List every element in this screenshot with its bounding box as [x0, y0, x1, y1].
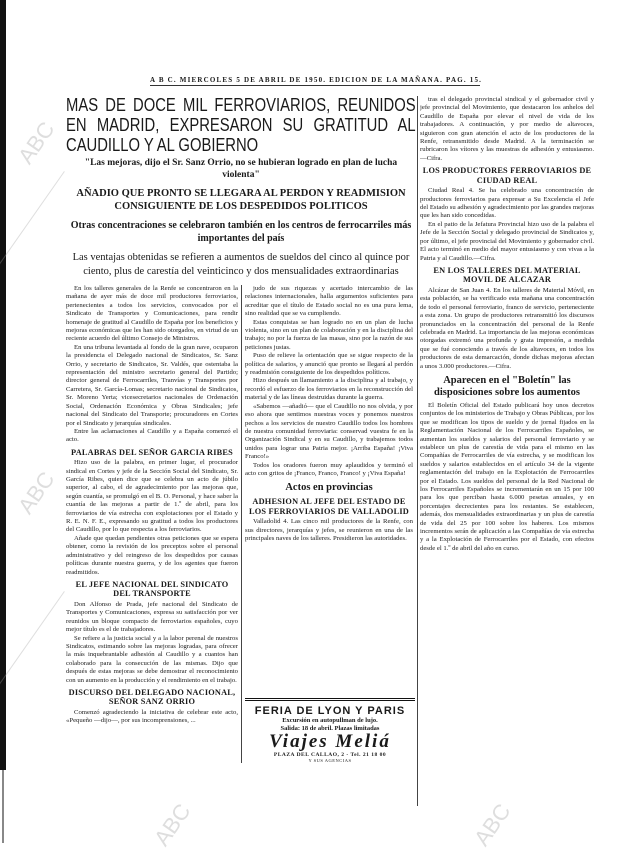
article-column-3 — [420, 96, 594, 808]
watermark: ABC — [12, 467, 60, 519]
main-headline: MAS DE DOCE MIL FERROVIARIOS, REUNIDOS EN MADRID, EXPRESARON SU GRATITUD AL CAUDILLO Y AL GOBIERNO — [66, 95, 416, 155]
scan-edge-bar — [2, 770, 4, 843]
subheadline-3: Las ventajas obtenidas se refieren a aumentos de sueldos del cinco al quince por ciento, plus de carestía del veinticinco y dos mensualidades extraordinarias — [72, 252, 410, 277]
paragraph: Se refiere a la justicia social y a la labor perenal de nuestros Sindicatos, estimando sobre las mejoras logradas, para ofrecer la más inquebrantable adhesión al Caudillo y a cuantos han colaborado para la consecución de las mismas. Dijo que después de estas mejoras se debe demostrar el reconocimiento con un aumento en la producción y el rendimiento en el trabajo. — [66, 634, 238, 684]
watermark-line — [0, 591, 65, 690]
section-heading: Actos en provincias — [285, 482, 373, 494]
column-divider — [417, 96, 418, 806]
paragraph: Estas conquistas se han logrado no en un plan de lucha violenta, sino en un plan de colaboración y en la disciplina del trabajo; no por la fuerza de las masas, sino por la razón de sus peticiones justas. — [245, 318, 413, 351]
headline-quote: "Las mejoras, dijo el Sr. Sanz Orrio, no se hubieran logrado en plan de lucha violenta" — [84, 158, 398, 180]
section-heading: ADHESION AL JEFE DEL ESTADO DE LOS FERROVIARIOS DE VALLADOLID — [249, 497, 409, 516]
paragraph: «Sabemos —añadió— que el Caudillo no nos olvida, y por eso ahora que sentimos nuestras voces y ponemos nuestros pechos a los servicios de nuestro Caudillo todos los hombres de nuestra comunidad ferroviaria: conservad vuestra fe en la Organización Sindical y en su Caudillo, y trabajemos todos unidos para lograr una Patria mejor. ¡Arriba España! ¡Viva Franco!» — [245, 402, 413, 461]
subheadline-2: Otras concentraciones se celebraron también en los centros de ferrocarriles más importantes del país — [70, 220, 412, 244]
section-heading: Aparecen en el "Boletín" las disposiciones sobre los aumentos — [434, 374, 580, 398]
paragraph: Puso de relieve la orientación que se sigue respecto de la política de salarios, y anunció que pronto se llegará al perdón y readmisión consiguiente de los despedidos políticos. — [245, 352, 413, 377]
watermark: ABC — [468, 799, 516, 851]
ad-line: Excursión en autopullman de lujo. — [282, 717, 378, 724]
main-article — [66, 95, 416, 763]
paragraph: Valladolid 4. Las cinco mil productores de la Renfe, con sus directores, jerarquías y jefes, se reunieron en una de las principales naves de los talleres. Presidieron las autoridades. — [245, 518, 413, 543]
paragraph: En el patio de la Jefatura Provincial hizo uso de la palabra el Jefe de la Sección Social y delegado provincial de Sindicatos y, por último, el jefe provincial del Movimiento y gobernador civil. El acto terminó en medio del mayor entusiasmo y con vivas a la Patria y al Caudillo.—Cifra. — [420, 220, 594, 262]
paragraph: Comenzó agradeciendo la iniciativa de celebrar este acto, «Pequeño —dijo—, por sus incomprensiones, ... — [66, 708, 238, 725]
paragraph: Todos los oradores fueron muy aplaudidos y terminó el acto con gritos de ¡Franco, Franco, Franco! y ¡Viva España! — [245, 461, 413, 477]
ad-agencies: Y SUS AGENCIAS — [308, 758, 352, 763]
scan-edge-bar — [0, 0, 6, 770]
section-heading: DISCURSO DEL DELEGADO NACIONAL, SEÑOR SANZ ORRIO — [68, 687, 236, 707]
page-header: A B C. MIERCOLES 5 DE ABRIL DE 1950. EDICION DE LA MAÑANA. PAG. 15. — [150, 76, 483, 84]
column-divider — [241, 285, 242, 763]
main-headline-wrap — [66, 95, 416, 155]
watermark: ABC — [12, 117, 60, 169]
section-heading: PALABRAS DEL SEÑOR GARCIA RIBES — [71, 447, 233, 457]
paragraph: Hizo después un llamamiento a la disciplina y al trabajo, y recordó el esfuerzo de los ferroviarios en la reconstrucción del material y de las líneas destruidas durante la guerra. — [245, 377, 413, 402]
ad-line: Salida: 18 de abril. Plazas limitadas — [280, 724, 380, 732]
article-columns — [66, 285, 416, 763]
paragraph: En los talleres generales de la Renfe se concentraron en la mañana de ayer más de doce mil productores ferroviarios, pertenecientes a todos los servicios, convocados por el Sindicato de Transportes y Comunicaciones, para rendir homenaje de gratitud al Caudillo de España por los beneficios y mejoras económicas que les han sido otorgados, en virtud de un reciente acuerdo del último Consejo de Ministros. — [66, 285, 238, 343]
watermark-line — [0, 171, 65, 270]
paragraph: judo de sus riquezas y acertado intercambio de las relaciones internacionales, halla argumentos suficientes para acreditar que el título de Estado social no es una pura lema, sino realidad que se va cumpliendo. — [245, 285, 413, 318]
paragraph: Añade que quedan pendientes otras peticiones que se espera obtener, como la revisión de los preceptos sobre el personal administrativo y del reingreso de los despedidos por causas políticas durante nuestra guerra, y de los agentes que fueron readmitidos. — [66, 534, 238, 576]
ad-brand-logo: Viajes Meliá — [269, 731, 391, 752]
subheadline-1: AÑADIO QUE PRONTO SE LLEGARA AL PERDON Y READMISION CONSIGUIENTE DE LOS DESPEDIDOS POLITICOS — [76, 188, 406, 212]
article-column-2 — [245, 285, 413, 690]
article-column-1 — [66, 285, 238, 745]
ad-address: PLAZA DEL CALLAO, 2 - Tel. 21 18 00 — [273, 752, 387, 758]
column-2-wrap — [245, 285, 415, 763]
section-heading: EL JEFE NACIONAL DEL SINDICATO DEL TRANSPORTE — [75, 579, 229, 599]
paragraph: Entre las aclamaciones al Caudillo y a España comenzó el acto. — [66, 427, 238, 444]
paragraph: El Boletín Oficial del Estado publicará hoy unos decretos conjuntos de los ministerios de Trabajo y Obras Públicas, por los que se modifican los tipos de sueldo y de jornal fijados en la Reglamentación Nacional de los Ferrocarriles Españoles, se aumentan los sueldos y salarios del personal ferroviario y se establece un plus de carestía de vida para el mismo en las Compañías de Ferrocarriles de vía estrecha, y se modifican los sueldos y salarios establecidos en el artículo 34 de la vigente reglamentación del trabajo en la Explotación de Ferrocarriles por el Estado. Los sueldos del personal de la Red Nacional de los Ferrocarriles Españoles se incrementarán en un 15 por 100 para los que perciban hasta 6.000 pesetas anuales, y en porcentajes decrecientes para los restantes. Se establecen, además, dos mensualidades extraordinarias y un plus de carestía de vida del 25 por 100 sobre los haberes. Los mismos incrementos serán de aplicación a las Compañías de vía estrecha y a la Explotación de Ferrocarriles por el Estado, con efectos desde el 1.º de abril del año en curso. — [420, 401, 594, 552]
paragraph: Don Alfonso de Prada, jefe nacional del Sindicato de Transportes y Comunicaciones, expresa su satisfacción por ver reunidos un bloque compacto de ferroviarios españoles, cuyo mejor título es el de trabajadores. — [66, 600, 238, 634]
paragraph: Hizo uso de la palabra, en primer lugar, el procurador sindical en Cortes y jefe de la Sección Social del Sindicato, Sr. García Ribes, quien dice que se celebra un acto de júbilo superior, al cabo, el de agradecimiento por las mejoras que, según cuantía, se promulgó en el B. O. Personal, y hace saber la cuantía de las mejoras a partir de 1.º de abril, para los ferroviarios de vía estrecha con explotaciones por el Estado y R. E. N. F. E., expresando su gratitud a todos los productores del Caudillo, por lo que respecta a los ferroviarios. — [66, 459, 238, 534]
paragraph: En una tribuna levantada al fondo de la gran nave, ocuparon la presidencia el Delegado nacional de Sindicatos, Sr. Sanz Orrio, y secretario de Sindicatos, Sr. Valdés, que ostentaba la representación del ministro secretario general del Partido; director general de Ferrocarriles, Tranvías y Transportes por Carretera, Sr. García-Lomas; secretario nacional de Sindicatos, Sr. Moreno Yerta; vicesecretarios nacionales de Ordenación Social, Ordenación Económica y Obras Sindicales; jefe nacional del Sindicato del Transporte; procuradores en Cortes por el Sindicato y jerarquías sindicales. — [66, 343, 238, 427]
advertisement-viajes-melia — [245, 698, 415, 763]
paragraph: Ciudad Real 4. Se ha celebrado una concentración de productores ferroviarios para expresar a Su Excelencia el Jefe del Estado su adhesión y agradecimiento por las grandes mejoras que les han sido concedidas. — [420, 187, 594, 220]
section-heading: EN LOS TALLERES DEL MATERIAL MOVIL DE ALCAZAR — [433, 265, 581, 285]
paragraph: Alcázar de San Juan 4. En los talleres de Material Móvil, en esta población, se ha verificado esta mañana una concentración de todo el personal ferroviario, franco de servicio, perteneciente a esta zona. Un grupo de productores retransmitió los discursos pronunciados en la concentración del personal de la Renfe celebrada en Madrid. La importancia de las mejoras económicas otorgadas extremó una profunda y grata impresión, a medida que se fué conociendo a través de los altavoces, en todos los productores de esta demarcación, donde dichas mejoras afectan a unos 3.000 productores.—Cifra. — [420, 286, 594, 370]
paragraph: tras el delegado provincial sindical y el gobernador civil y jefe provincial del Movimiento, que destacaron los anhelos del Caudillo de España por elevar el nivel de vida de los trabajadores. A continuación, y por medio de altavoces, siguieron con gran atención el acto de los productores de la Renfe, retransmitido desde Madrid. A la terminación se rubricaron los vítores y las muestras de adhesión y entusiasmo.—Cifra. — [420, 96, 594, 162]
section-heading: LOS PRODUCTORES FERROVIARIOS DE CIUDAD REAL — [422, 166, 592, 185]
ad-title: FERIA DE LYON Y PARIS — [254, 705, 406, 717]
watermark: ABC — [148, 799, 196, 851]
